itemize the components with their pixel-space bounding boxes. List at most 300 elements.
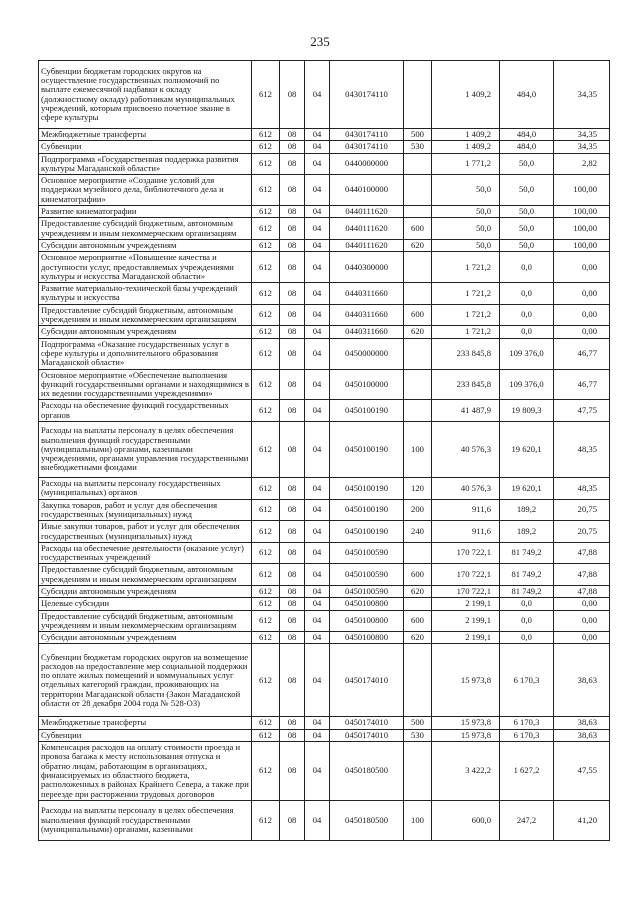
row-plan-amount: 15 973,8: [432, 644, 500, 717]
row-percent: 47,55: [554, 742, 610, 801]
row-name: Расходы на обеспечение деятельности (оказание услуг) государственных учреждений: [39, 542, 252, 564]
row-grbs: 612: [252, 175, 280, 206]
row-name: Целевые субсидии: [39, 598, 252, 610]
row-name: Субсидии автономным учреждениям: [39, 326, 252, 338]
row-name: Основное мероприятие «Повышение качества и доступности услуг, предоставляемых учреждениями культуры и искусства Магаданской области»: [39, 252, 252, 283]
row-expense-type: 500: [404, 717, 432, 729]
row-actual-amount: 484,0: [500, 129, 554, 141]
row-actual-amount: 50,0: [500, 218, 554, 240]
row-subsection: 04: [305, 338, 330, 369]
table-row: [39, 742, 610, 801]
row-expense-type: 620: [404, 326, 432, 338]
row-section: 08: [280, 542, 305, 564]
row-section: 08: [280, 598, 305, 610]
row-section: 08: [280, 564, 305, 586]
row-grbs: 612: [252, 717, 280, 729]
row-percent: 41,20: [554, 800, 610, 840]
row-percent: 38,63: [554, 644, 610, 717]
row-actual-amount: 0,0: [500, 304, 554, 326]
row-actual-amount: 484,0: [500, 141, 554, 153]
row-target-article: 0440300000: [330, 252, 404, 283]
row-subsection: 04: [305, 422, 330, 478]
row-section: 08: [280, 129, 305, 141]
row-expense-type: [404, 61, 432, 129]
row-expense-type: [404, 369, 432, 400]
row-section: 08: [280, 239, 305, 251]
row-section: 08: [280, 218, 305, 240]
row-name: Развитие материально-технической базы учреждений культуры и искусства: [39, 283, 252, 305]
row-grbs: 612: [252, 478, 280, 500]
row-subsection: 04: [305, 153, 330, 175]
row-grbs: 612: [252, 598, 280, 610]
row-plan-amount: 1 721,2: [432, 283, 500, 305]
row-subsection: 04: [305, 644, 330, 717]
table-row: [39, 61, 610, 129]
row-name: Субвенции: [39, 141, 252, 153]
row-plan-amount: 911,6: [432, 499, 500, 521]
row-percent: 0,00: [554, 304, 610, 326]
row-target-article: 0440111620: [330, 218, 404, 240]
row-name: Иные закупки товаров, работ и услуг для обеспечения государственных (муниципальных) нужд: [39, 521, 252, 543]
row-name: Субвенции бюджетам городских округов на возмещение расходов на предоставление мер социальной поддержки по оплате жилых помещений и коммунальных услуг отдельных категорий граждан, проживающих на территории Магаданской области (Закон Магаданской области от 28 декабря 2004 года № 528-ОЗ): [39, 644, 252, 717]
row-subsection: 04: [305, 742, 330, 801]
row-section: 08: [280, 153, 305, 175]
row-plan-amount: 1 721,2: [432, 252, 500, 283]
row-target-article: 0440100000: [330, 175, 404, 206]
row-expense-type: 600: [404, 304, 432, 326]
row-actual-amount: 0,0: [500, 283, 554, 305]
row-percent: 100,00: [554, 206, 610, 218]
row-name: Субсидии автономным учреждениям: [39, 585, 252, 597]
row-target-article: 0450180500: [330, 800, 404, 840]
row-target-article: 0450174010: [330, 729, 404, 741]
row-target-article: 0440311660: [330, 283, 404, 305]
table-row: [39, 521, 610, 543]
row-grbs: 612: [252, 499, 280, 521]
row-expense-type: 600: [404, 218, 432, 240]
row-grbs: 612: [252, 800, 280, 840]
row-target-article: 0450180500: [330, 742, 404, 801]
row-plan-amount: 170 722,1: [432, 585, 500, 597]
table-row: [39, 598, 610, 610]
row-plan-amount: 2 199,1: [432, 610, 500, 632]
row-name: Подпрограмма «Оказание государственных услуг в сфере культуры и дополнительного образования Магаданской области»: [39, 338, 252, 369]
table-row: [39, 153, 610, 175]
row-subsection: 04: [305, 800, 330, 840]
row-percent: 46,77: [554, 338, 610, 369]
row-target-article: 0450100190: [330, 499, 404, 521]
row-grbs: 612: [252, 252, 280, 283]
row-actual-amount: 6 170,3: [500, 717, 554, 729]
row-target-article: 0440111620: [330, 239, 404, 251]
row-actual-amount: 1 627,2: [500, 742, 554, 801]
row-actual-amount: 6 170,3: [500, 729, 554, 741]
row-actual-amount: 6 170,3: [500, 644, 554, 717]
row-plan-amount: 40 576,3: [432, 422, 500, 478]
row-plan-amount: 1 409,2: [432, 129, 500, 141]
row-grbs: 612: [252, 369, 280, 400]
row-target-article: 0450100800: [330, 632, 404, 644]
row-target-article: 0430174110: [330, 61, 404, 129]
row-expense-type: 600: [404, 610, 432, 632]
row-section: 08: [280, 338, 305, 369]
row-expense-type: 620: [404, 585, 432, 597]
row-actual-amount: 484,0: [500, 61, 554, 129]
row-subsection: 04: [305, 369, 330, 400]
row-percent: 47,75: [554, 400, 610, 422]
row-actual-amount: 81 749,2: [500, 564, 554, 586]
row-subsection: 04: [305, 400, 330, 422]
row-actual-amount: 0,0: [500, 632, 554, 644]
row-target-article: 0430174110: [330, 129, 404, 141]
row-name: Расходы на выплаты персоналу в целях обеспечения выполнения функций государственными (муниципальными) органами, казенными: [39, 800, 252, 840]
row-expense-type: 240: [404, 521, 432, 543]
row-expense-type: [404, 598, 432, 610]
page-number: 235: [310, 34, 330, 49]
table-row: [39, 478, 610, 500]
row-section: 08: [280, 175, 305, 206]
row-grbs: 612: [252, 153, 280, 175]
row-percent: 0,00: [554, 326, 610, 338]
row-subsection: 04: [305, 729, 330, 741]
row-name: Предоставление субсидий бюджетным, автономным учреждениям и иным некоммерческим организациям: [39, 218, 252, 240]
row-plan-amount: 50,0: [432, 218, 500, 240]
row-subsection: 04: [305, 239, 330, 251]
row-section: 08: [280, 521, 305, 543]
row-expense-type: 620: [404, 632, 432, 644]
row-name: Субсидии автономным учреждениям: [39, 632, 252, 644]
row-name: Компенсация расходов на оплату стоимости проезда и провоза багажа к месту использования отпуска и обратно лицам, работающим в организациях, финансируемых из областного бюджета, расположенных в районах Крайнего Севера, а также при переезде при расторжении трудовых договоров: [39, 742, 252, 801]
row-percent: 0,00: [554, 632, 610, 644]
row-name: Расходы на выплаты персоналу в целях обеспечения выполнения функций государственными (муниципальными) органами, казенными учреждениями, органами управления государственными внебюджетными фондами: [39, 422, 252, 478]
row-actual-amount: 0,0: [500, 326, 554, 338]
row-grbs: 612: [252, 521, 280, 543]
row-grbs: 612: [252, 206, 280, 218]
row-section: 08: [280, 478, 305, 500]
table-row: [39, 564, 610, 586]
row-plan-amount: 600,0: [432, 800, 500, 840]
row-grbs: 612: [252, 729, 280, 741]
row-subsection: 04: [305, 175, 330, 206]
row-expense-type: 200: [404, 499, 432, 521]
row-plan-amount: 233 845,8: [432, 338, 500, 369]
row-expense-type: 100: [404, 422, 432, 478]
row-expense-type: [404, 644, 432, 717]
row-plan-amount: 170 722,1: [432, 542, 500, 564]
row-actual-amount: 189,2: [500, 499, 554, 521]
row-expense-type: 100: [404, 800, 432, 840]
table-row: [39, 129, 610, 141]
table-row: [39, 338, 610, 369]
row-target-article: 0450174010: [330, 717, 404, 729]
row-expense-type: [404, 542, 432, 564]
table-row: [39, 175, 610, 206]
row-target-article: 0450100590: [330, 585, 404, 597]
row-actual-amount: 50,0: [500, 206, 554, 218]
row-percent: 100,00: [554, 239, 610, 251]
row-subsection: 04: [305, 141, 330, 153]
row-grbs: 612: [252, 283, 280, 305]
row-actual-amount: 81 749,2: [500, 585, 554, 597]
table-row: [39, 422, 610, 478]
row-section: 08: [280, 585, 305, 597]
row-percent: 0,00: [554, 598, 610, 610]
row-target-article: 0450000000: [330, 338, 404, 369]
table-row: [39, 326, 610, 338]
row-target-article: 0450100800: [330, 610, 404, 632]
row-section: 08: [280, 742, 305, 801]
row-percent: 0,00: [554, 610, 610, 632]
row-target-article: 0450174010: [330, 644, 404, 717]
row-section: 08: [280, 499, 305, 521]
row-actual-amount: 81 749,2: [500, 542, 554, 564]
row-subsection: 04: [305, 564, 330, 586]
row-target-article: 0440000000: [330, 153, 404, 175]
row-expense-type: [404, 283, 432, 305]
row-section: 08: [280, 632, 305, 644]
row-grbs: 612: [252, 542, 280, 564]
row-percent: 34,35: [554, 129, 610, 141]
row-target-article: 0450100190: [330, 400, 404, 422]
row-subsection: 04: [305, 610, 330, 632]
row-target-article: 0440311660: [330, 304, 404, 326]
row-plan-amount: 41 487,9: [432, 400, 500, 422]
row-target-article: 0450100000: [330, 369, 404, 400]
row-section: 08: [280, 717, 305, 729]
row-subsection: 04: [305, 717, 330, 729]
row-grbs: 612: [252, 644, 280, 717]
table-row: [39, 585, 610, 597]
row-plan-amount: 15 973,8: [432, 729, 500, 741]
row-plan-amount: 2 199,1: [432, 598, 500, 610]
row-actual-amount: 0,0: [500, 252, 554, 283]
row-subsection: 04: [305, 304, 330, 326]
row-section: 08: [280, 610, 305, 632]
row-name: Субвенции: [39, 729, 252, 741]
row-subsection: 04: [305, 521, 330, 543]
row-name: Субвенции бюджетам городских округов на осуществление государственных полномочий по выплате ежемесячной надбавки к окладу (должностному окладу) работникам муниципальных учреждений, которым присвоено почетное звание в сфере культуры: [39, 61, 252, 129]
table-row: [39, 499, 610, 521]
row-subsection: 04: [305, 218, 330, 240]
row-subsection: 04: [305, 598, 330, 610]
row-percent: 38,63: [554, 729, 610, 741]
row-grbs: 612: [252, 218, 280, 240]
row-percent: 47,88: [554, 564, 610, 586]
row-actual-amount: 247,2: [500, 800, 554, 840]
table-row: [39, 644, 610, 717]
row-actual-amount: 50,0: [500, 153, 554, 175]
table-row: [39, 206, 610, 218]
row-percent: 48,35: [554, 422, 610, 478]
row-section: 08: [280, 141, 305, 153]
row-percent: 100,00: [554, 218, 610, 240]
row-expense-type: 620: [404, 239, 432, 251]
row-name: Подпрограмма «Государственная поддержка развития культуры Магаданской области»: [39, 153, 252, 175]
row-plan-amount: 50,0: [432, 239, 500, 251]
row-expense-type: [404, 252, 432, 283]
row-grbs: 612: [252, 338, 280, 369]
row-percent: 47,88: [554, 542, 610, 564]
row-plan-amount: 50,0: [432, 175, 500, 206]
row-percent: 47,88: [554, 585, 610, 597]
row-section: 08: [280, 369, 305, 400]
table-row: [39, 400, 610, 422]
row-name: Предоставление субсидий бюджетным, автономным учреждениям и иным некоммерческим организациям: [39, 610, 252, 632]
row-grbs: 612: [252, 239, 280, 251]
row-name: Субсидии автономным учреждениям: [39, 239, 252, 251]
row-grbs: 612: [252, 400, 280, 422]
budget-table: [38, 60, 610, 841]
row-section: 08: [280, 326, 305, 338]
row-plan-amount: 1 721,2: [432, 326, 500, 338]
row-name: Основное мероприятие «Обеспечение выполнения функций государственными органами и находящимися в их ведении государственными учреждениями»: [39, 369, 252, 400]
row-subsection: 04: [305, 499, 330, 521]
row-plan-amount: 15 973,8: [432, 717, 500, 729]
row-subsection: 04: [305, 478, 330, 500]
row-plan-amount: 233 845,8: [432, 369, 500, 400]
row-percent: 2,82: [554, 153, 610, 175]
row-name: Закупка товаров, работ и услуг для обеспечения государственных (муниципальных) нужд: [39, 499, 252, 521]
row-grbs: 612: [252, 129, 280, 141]
row-actual-amount: 19 809,3: [500, 400, 554, 422]
row-plan-amount: 40 576,3: [432, 478, 500, 500]
table-body: [39, 61, 610, 841]
row-grbs: 612: [252, 61, 280, 129]
row-grbs: 612: [252, 610, 280, 632]
row-expense-type: 600: [404, 564, 432, 586]
row-plan-amount: 1 771,2: [432, 153, 500, 175]
row-section: 08: [280, 252, 305, 283]
row-expense-type: [404, 153, 432, 175]
table-row: [39, 729, 610, 741]
table-row: [39, 218, 610, 240]
row-grbs: 612: [252, 564, 280, 586]
row-target-article: 0450100190: [330, 478, 404, 500]
row-plan-amount: 3 422,2: [432, 742, 500, 801]
row-name: Развитие кинематографии: [39, 206, 252, 218]
table-row: [39, 239, 610, 251]
table-row: [39, 304, 610, 326]
row-name: Предоставление субсидий бюджетным, автономным учреждениям и иным некоммерческим организациям: [39, 304, 252, 326]
row-percent: 34,35: [554, 141, 610, 153]
row-actual-amount: 50,0: [500, 175, 554, 206]
row-subsection: 04: [305, 542, 330, 564]
table-row: [39, 610, 610, 632]
row-plan-amount: 1 409,2: [432, 141, 500, 153]
row-percent: 34,35: [554, 61, 610, 129]
row-actual-amount: 50,0: [500, 239, 554, 251]
row-section: 08: [280, 644, 305, 717]
row-expense-type: 120: [404, 478, 432, 500]
row-percent: 46,77: [554, 369, 610, 400]
row-target-article: 0450100590: [330, 564, 404, 586]
row-grbs: 612: [252, 141, 280, 153]
row-actual-amount: 109 376,0: [500, 369, 554, 400]
table-row: [39, 800, 610, 840]
table-row: [39, 283, 610, 305]
row-plan-amount: 170 722,1: [432, 564, 500, 586]
row-section: 08: [280, 283, 305, 305]
row-actual-amount: 109 376,0: [500, 338, 554, 369]
row-subsection: 04: [305, 206, 330, 218]
row-expense-type: [404, 338, 432, 369]
row-subsection: 04: [305, 129, 330, 141]
table-row: [39, 141, 610, 153]
table-row: [39, 369, 610, 400]
table-row: [39, 632, 610, 644]
row-grbs: 612: [252, 422, 280, 478]
row-expense-type: [404, 400, 432, 422]
row-plan-amount: 911,6: [432, 521, 500, 543]
row-actual-amount: 19 620,1: [500, 478, 554, 500]
row-section: 08: [280, 422, 305, 478]
row-target-article: 0440311660: [330, 326, 404, 338]
row-percent: 100,00: [554, 175, 610, 206]
row-plan-amount: 2 199,1: [432, 632, 500, 644]
row-section: 08: [280, 800, 305, 840]
row-actual-amount: 0,0: [500, 598, 554, 610]
table-row: [39, 252, 610, 283]
row-plan-amount: 1 721,2: [432, 304, 500, 326]
row-section: 08: [280, 400, 305, 422]
row-grbs: 612: [252, 742, 280, 801]
row-actual-amount: 19 620,1: [500, 422, 554, 478]
row-section: 08: [280, 206, 305, 218]
row-grbs: 612: [252, 304, 280, 326]
row-section: 08: [280, 304, 305, 326]
row-target-article: 0450100800: [330, 598, 404, 610]
row-target-article: 0450100590: [330, 542, 404, 564]
row-name: Основное мероприятие «Создание условий для поддержки музейного дела, библиотечного дела и кинематографии»: [39, 175, 252, 206]
row-name: Межбюджетные трансферты: [39, 717, 252, 729]
row-actual-amount: 189,2: [500, 521, 554, 543]
row-grbs: 612: [252, 632, 280, 644]
row-expense-type: [404, 742, 432, 801]
row-subsection: 04: [305, 283, 330, 305]
row-name: Расходы на обеспечение функций государственных органов: [39, 400, 252, 422]
row-expense-type: [404, 206, 432, 218]
row-target-article: 0450100190: [330, 521, 404, 543]
row-subsection: 04: [305, 326, 330, 338]
table-row: [39, 717, 610, 729]
row-expense-type: [404, 175, 432, 206]
row-expense-type: 530: [404, 141, 432, 153]
row-target-article: 0430174110: [330, 141, 404, 153]
row-expense-type: 500: [404, 129, 432, 141]
row-subsection: 04: [305, 585, 330, 597]
row-percent: 38,63: [554, 717, 610, 729]
row-plan-amount: 1 409,2: [432, 61, 500, 129]
row-actual-amount: 0,0: [500, 610, 554, 632]
row-expense-type: 530: [404, 729, 432, 741]
row-section: 08: [280, 729, 305, 741]
row-percent: 20,75: [554, 499, 610, 521]
row-subsection: 04: [305, 61, 330, 129]
row-percent: 20,75: [554, 521, 610, 543]
row-grbs: 612: [252, 326, 280, 338]
row-section: 08: [280, 61, 305, 129]
row-name: Межбюджетные трансферты: [39, 129, 252, 141]
row-subsection: 04: [305, 252, 330, 283]
row-percent: 0,00: [554, 252, 610, 283]
row-target-article: 0450100190: [330, 422, 404, 478]
row-percent: 48,35: [554, 478, 610, 500]
row-target-article: 0440111620: [330, 206, 404, 218]
row-grbs: 612: [252, 585, 280, 597]
row-subsection: 04: [305, 632, 330, 644]
row-name: Предоставление субсидий бюджетным, автономным учреждениям и иным некоммерческим организациям: [39, 564, 252, 586]
row-plan-amount: 50,0: [432, 206, 500, 218]
